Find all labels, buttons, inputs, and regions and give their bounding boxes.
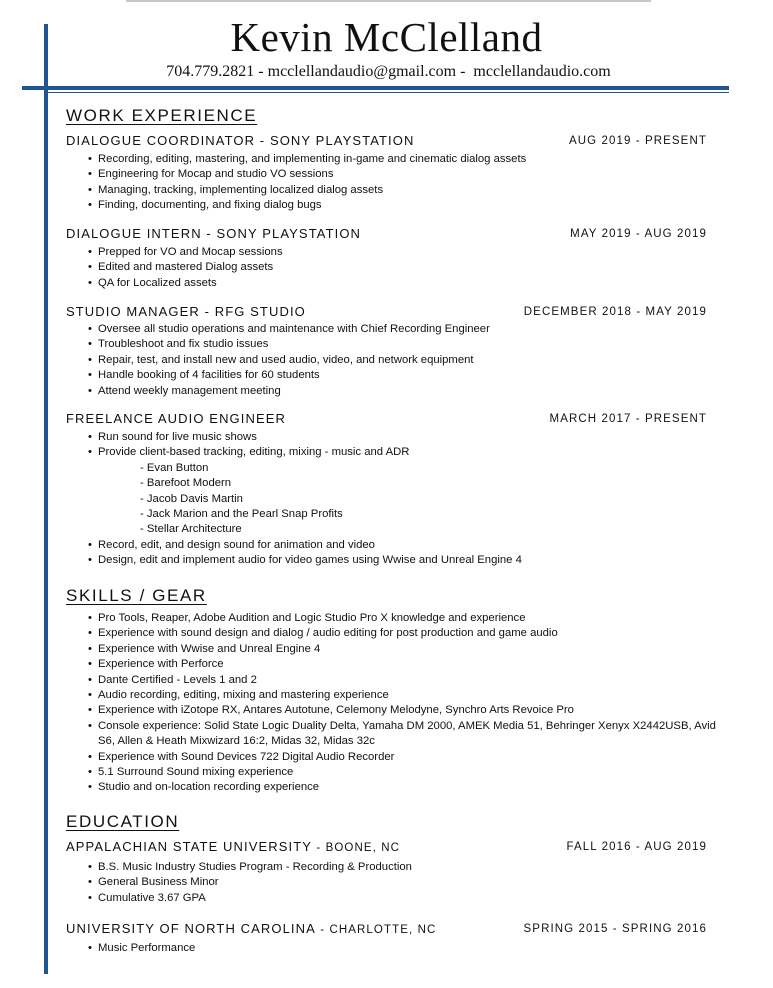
list-item: • Provide client-based tracking, editing, mixing - music and ADR — [88, 445, 728, 460]
resume-name: Kevin McClelland — [230, 14, 543, 60]
client-item: - Jack Marion and the Pearl Snap Profits — [140, 508, 343, 521]
list-item: • Experience with Sound Devices 722 Digital Audio Recorder — [88, 750, 728, 765]
school-date: SPRING 2015 - SPRING 2016 — [523, 923, 707, 935]
list-item: • Troubleshoot and fix studio issues — [88, 337, 728, 352]
section-title-work: WORK EXPERIENCE — [66, 106, 258, 125]
list-item: • Experience with sound design and dialog / audio editing for post production and game audio — [88, 626, 728, 641]
job-title: FREELANCE AUDIO ENGINEER — [66, 411, 286, 426]
job-date: AUG 2019 - PRESENT — [568, 135, 707, 147]
section-title-skills: SKILLS / GEAR — [66, 586, 207, 605]
list-item: • Experience with Wwise and Unreal Engine 4 — [88, 642, 728, 657]
school-name: UNIVERSITY OF NORTH CAROLINA — [66, 921, 316, 936]
job-duties-list — [88, 245, 728, 291]
list-item: • Finding, documenting, and fixing dialog bugs — [88, 198, 728, 213]
job-duties-list — [88, 152, 728, 214]
list-item: • Studio and on-location recording experience — [88, 780, 728, 795]
list-item: • Attend weekly management meeting — [88, 384, 728, 399]
job-title: DIALOGUE INTERN - SONY PLAYSTATION — [66, 226, 362, 241]
client-item: - Evan Button — [140, 461, 209, 474]
job-date: DECEMBER 2018 - MAY 2019 — [523, 306, 707, 318]
education-list — [88, 941, 728, 956]
list-item: • Music Performance — [88, 941, 728, 956]
header-accent-rule-thin — [48, 92, 729, 93]
list-item: • Handle booking of 4 facilities for 60 students — [88, 368, 728, 383]
list-item: • Repair, test, and install new and used audio, video, and network equipment — [88, 353, 728, 368]
job-title: STUDIO MANAGER - RFG STUDIO — [66, 304, 306, 319]
school-location: - BOONE, NC — [312, 842, 401, 854]
list-item: • Design, edit and implement audio for video games using Wwise and Unreal Engine 4 — [88, 553, 728, 568]
client-item: - Barefoot Modern — [140, 477, 232, 490]
list-item: • QA for Localized assets — [88, 276, 728, 291]
list-item: • 5.1 Surround Sound mixing experience — [88, 765, 728, 780]
school-date: FALL 2016 - AUG 2019 — [566, 841, 707, 853]
education-list — [88, 860, 728, 906]
list-item: • Cumulative 3.67 GPA — [88, 891, 728, 906]
list-item: • Prepped for VO and Mocap sessions — [88, 245, 728, 260]
list-item: • Engineering for Mocap and studio VO sessions — [88, 167, 728, 182]
contact-line: 704.779.2821 - mcclellandaudio@gmail.com - mcclellandaudio.com — [166, 63, 611, 80]
job-date: MAY 2019 - AUG 2019 — [570, 228, 707, 240]
list-item: • Audio recording, editing, mixing and mastering experience — [88, 688, 728, 703]
list-item: • Edited and mastered Dialog assets — [88, 260, 728, 275]
job-title: DIALOGUE COORDINATOR - SONY PLAYSTATION — [66, 133, 415, 148]
list-item: • Pro Tools, Reaper, Adobe Audition and Logic Studio Pro X knowledge and experience — [88, 611, 728, 626]
school-heading — [66, 921, 436, 938]
list-item: • Experience with iZotope RX, Antares Autotune, Celemony Melodyne, Synchro Arts Revoice Pro — [88, 703, 728, 718]
skills-list — [88, 611, 728, 796]
list-item: • B.S. Music Industry Studies Program - Recording & Production — [88, 860, 728, 875]
list-item: • Oversee all studio operations and maintenance with Chief Recording Engineer — [88, 322, 728, 337]
job-date: MARCH 2017 - PRESENT — [549, 413, 707, 425]
job-duties-list — [88, 430, 728, 569]
list-item: • Recording, editing, mastering, and implementing in-game and cinematic dialog assets — [88, 152, 728, 167]
list-item: • Dante Certified - Levels 1 and 2 — [88, 673, 728, 688]
list-item: • Record, edit, and design sound for animation and video — [88, 538, 728, 553]
list-item: • Managing, tracking, implementing localized dialog assets — [88, 183, 728, 198]
list-item: • Console experience: Solid State Logic Duality Delta, Yamaha DM 2000, AMEK Media 51, Behringer Xenyx X2442USB, Avid S6, Allen & Heath Mixwizard 16:2, Midas 32, Midas 32c — [88, 719, 723, 750]
client-item: - Stellar Architecture — [140, 523, 242, 536]
school-heading — [66, 839, 400, 856]
list-item: • Experience with Perforce — [88, 657, 728, 672]
job-duties-list — [88, 322, 728, 399]
client-item: - Jacob Davis Martin — [140, 492, 243, 505]
school-name: APPALACHIAN STATE UNIVERSITY — [66, 839, 313, 854]
list-item: • Run sound for live music shows — [88, 430, 728, 445]
top-divider — [126, 0, 651, 2]
vertical-accent-rule — [44, 24, 48, 974]
school-location: - CHARLOTTE, NC — [315, 924, 437, 936]
header-accent-rule — [22, 86, 729, 90]
section-title-education: EDUCATION — [66, 812, 180, 831]
list-item: • General Business Minor — [88, 875, 728, 890]
